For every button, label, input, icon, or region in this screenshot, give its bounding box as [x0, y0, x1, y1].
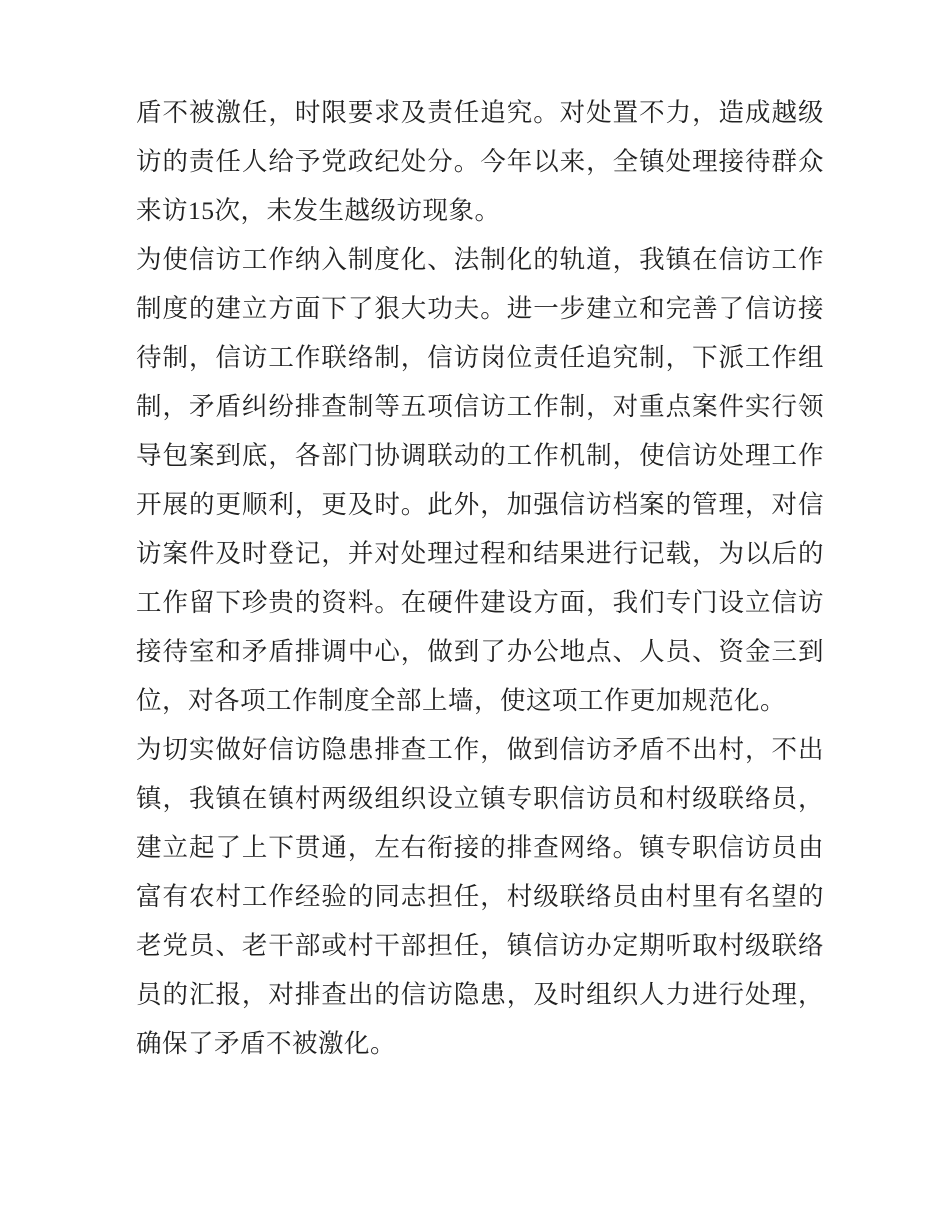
paragraph-3: 为切实做好信访隐患排查工作，做到信访矛盾不出村，不出镇，我镇在镇村两级组织设立镇专职信访员和村级联络员，建立起了上下贯通，左右衔接的排查网络。镇专职信访员由富有农村工作经验的同志担任，村级联络员由村里有名望的老党员、老干部或村干部担任，镇信访办定期听取村级联络员的汇报，对排查出的信访隐患，及时组织人力进行处理，确保了矛盾不被激化。: [136, 735, 824, 1058]
document-body: [136, 88, 824, 1068]
paragraph-2: 为使信访工作纳入制度化、法制化的轨道，我镇在信访工作制度的建立方面下了狠大功夫。进一步建立和完善了信访接待制，信访工作联络制，信访岗位责任追究制，下派工作组制，矛盾纠纷排查制等五项信访工作制，对重点案件实行领导包案到底，各部门协调联动的工作机制，使信访处理工作开展的更顺利，更及时。此外，加强信访档案的管理，对信访案件及时登记，并对处理过程和结果进行记载，为以后的工作留下珍贵的资料。在硬件建设方面，我们专门设立信访接待室和矛盾排调中心，做到了办公地点、人员、资金三到位，对各项工作制度全部上墙，使这项工作更加规范化。: [136, 245, 824, 715]
paragraph-1: 盾不被激任，时限要求及责任追究。对处置不力，造成越级访的责任人给予党政纪处分。今年以来，全镇处理接待群众来访15次，未发生越级访现象。: [136, 98, 824, 225]
